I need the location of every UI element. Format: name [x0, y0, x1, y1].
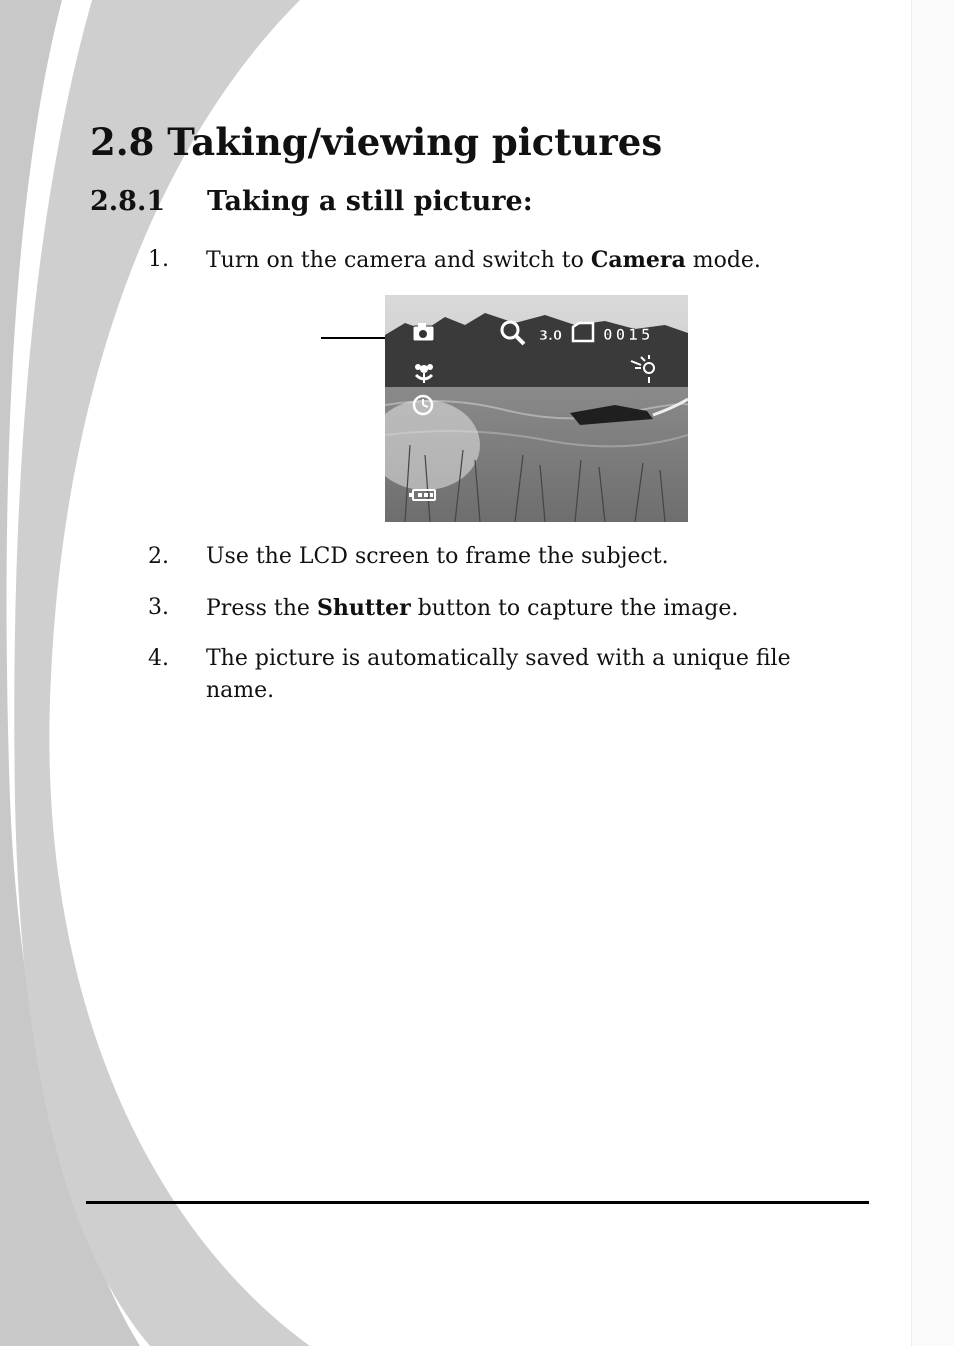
step-number: 1.: [148, 247, 169, 272]
camera-mode-icon: [413, 323, 434, 341]
camera-mode-term: Camera: [590, 247, 686, 273]
page-edge-strip: [911, 0, 954, 1346]
zoom-value: 3.0: [539, 329, 563, 344]
step-number: 4.: [148, 646, 169, 671]
subsection-number: 2.8.1: [90, 186, 166, 217]
step-text: Use the LCD screen to frame the subject.: [206, 544, 669, 569]
step-number: 2.: [148, 544, 169, 569]
subsection-title: Taking a still picture:: [207, 186, 533, 217]
subsection-heading: [90, 186, 533, 218]
section-title: 2.8 Taking/viewing pictures: [90, 120, 663, 164]
shutter-term: Shutter: [316, 595, 411, 621]
footer-rule: [86, 1201, 869, 1204]
step-text: Turn on the camera and switch to Camera mode.: [206, 247, 761, 273]
step-text: The picture is automatically saved with a unique file name.: [206, 646, 791, 703]
lcd-screen-photo: [385, 295, 688, 522]
frame-counter: 0015: [603, 325, 654, 344]
step-text: Press the Shutter button to capture the image.: [206, 595, 739, 621]
step-number: 3.: [148, 595, 169, 620]
